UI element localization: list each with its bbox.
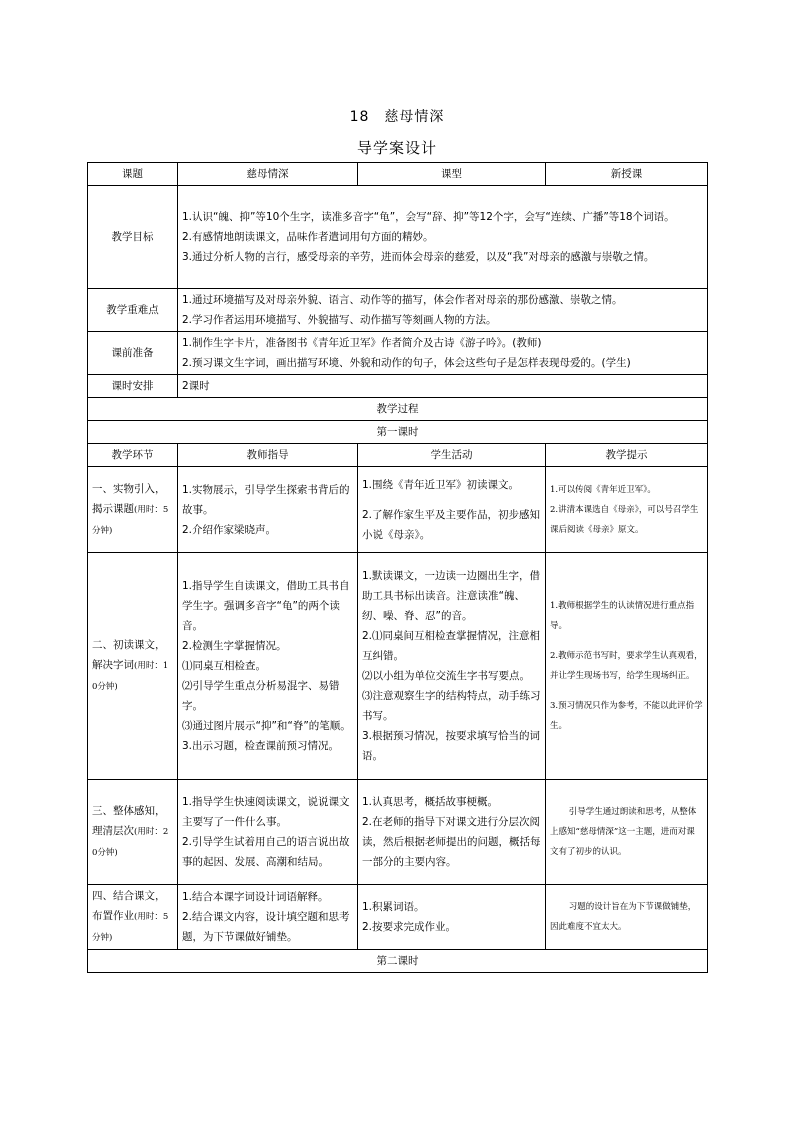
list-item: ⑶通过图片展示“抑”和“脊”的笔顺。 — [182, 720, 351, 732]
prep-content — [178, 332, 708, 375]
stage-name — [88, 467, 178, 553]
table-row — [88, 163, 708, 186]
list-item: 3.根据预习情况，按要求填写恰当的词语。 — [362, 730, 541, 762]
list-item: 1.认真思考，概括故事梗概。 — [362, 796, 499, 808]
stage-time: (用时：10分钟) — [92, 661, 169, 692]
goal-item: 1.认识“魄、抑”等10个生字，读准多音字“龟”，会写“辞、抑”等12个字，会写“连续、广播”等18个词语。 — [182, 211, 675, 223]
process-title: 教学过程 — [88, 398, 708, 421]
list-item: 2.按要求完成作业。 — [362, 921, 457, 933]
prep-item: 2.预习课文生字词，画出描写环境、外貌和动作的句子，体会这些句子是怎样表现母爱的。(学生) — [182, 357, 631, 369]
table-row — [88, 421, 708, 444]
list-item: ⑵以小组为单位交流生字书写要点。 — [362, 670, 530, 682]
type-value: 新授课 — [546, 163, 708, 186]
list-item: 1.结合本课字词设计词语解释。 — [182, 891, 329, 903]
teacher-guidance — [178, 553, 358, 780]
stage-title: 三、整体感知，理清层次 — [92, 805, 166, 837]
table-row — [88, 398, 708, 421]
lesson-plan-table — [87, 162, 708, 973]
list-item: 2.⑴同桌间互相检查掌握情况，注意相互纠错。 — [362, 630, 541, 662]
table-row — [88, 885, 708, 950]
table-row — [88, 289, 708, 332]
teacher-guidance — [178, 467, 358, 553]
column-header: 学生活动 — [358, 444, 546, 467]
goals-label: 教学目标 — [88, 186, 178, 289]
table-row — [88, 950, 708, 973]
page-subtitle: 导学案设计 — [356, 139, 437, 157]
type-label: 课型 — [358, 163, 546, 186]
student-activity — [358, 467, 546, 553]
stage-title: 二、初读课文，解决字词 — [92, 639, 166, 671]
table-row — [88, 467, 708, 553]
stage-time: (用时：5分钟) — [92, 912, 169, 943]
list-item: 1.默读课文，一边读一边圈出生字，借助工具书标出读音。注意读准“魄、纫、噪、脊、忍”的音。 — [362, 570, 541, 622]
list-item: 2.在老师的指导下对课文进行分层次阅读，然后根据老师提出的问题，概括每一部分的主要内容。 — [362, 816, 541, 868]
key-points-content — [178, 289, 708, 332]
stage-title: 一、实物引入，揭示课题 — [92, 482, 166, 515]
goal-item: 3.通过分析人物的言行，感受母亲的辛劳，进而体会母亲的慈爱，以及“我”对母亲的感激与崇敬之情。 — [182, 251, 655, 263]
goal-item: 2.有感情地朗读课文，品味作者遣词用句方面的精妙。 — [182, 231, 434, 243]
list-item: 3.出示习题，检查课前预习情况。 — [182, 740, 340, 752]
list-item: 2.了解作家生平及主要作品，初步感知小说《母亲》。 — [362, 508, 541, 541]
prep-item: 1.制作生字卡片，准备图书《青年近卫军》作者简介及古诗《游子吟》。(教师) — [182, 337, 542, 349]
page-title: 18 慈母情深 — [349, 109, 445, 125]
goals-content — [178, 186, 708, 289]
student-activity — [358, 553, 546, 780]
stage-name — [88, 553, 178, 780]
table-row — [88, 444, 708, 467]
list-item: 2.讲清本课选自《母亲》，可以号召学生课后阅读《母亲》原文。 — [550, 504, 699, 535]
column-header: 教师指导 — [178, 444, 358, 467]
stage-time: (用时：5分钟) — [92, 504, 169, 536]
student-activity — [358, 780, 546, 885]
stage-name — [88, 885, 178, 950]
list-item: 2.结合课文内容，设计填空题和思考题，为下节课做好铺垫。 — [182, 911, 350, 943]
table-row — [88, 332, 708, 375]
key-points-label: 教学重难点 — [88, 289, 178, 332]
list-item: 3.预习情况只作为参考，不能以此评价学生。 — [550, 701, 703, 731]
key-point-item: 2.学习作者运用环境描写、外貌描写、动作描写等刻画人物的方法。 — [182, 314, 497, 326]
schedule-value: 2课时 — [178, 375, 708, 398]
teacher-guidance — [178, 885, 358, 950]
list-item: 习题的设计旨在为下节课做铺垫，因此难度不宜太大。 — [550, 902, 697, 932]
list-item: 1.指导学生快速阅读课文，说说课文主要写了一件什么事。 — [182, 796, 350, 828]
student-activity — [358, 885, 546, 950]
lesson2-title: 第二课时 — [88, 950, 708, 973]
stage-time: (用时：20分钟) — [92, 827, 169, 858]
list-item: 2.检测生字掌握情况。 — [182, 640, 287, 652]
list-item: 1.实物展示，引导学生探索书背后的故事。 — [182, 483, 350, 516]
column-header: 教学环节 — [88, 444, 178, 467]
list-item: 引导学生通过朗读和思考，从整体上感知“慈母情深”这一主题，进而对课文有了初步的认识。 — [550, 807, 697, 857]
prep-label: 课前准备 — [88, 332, 178, 375]
teaching-tips — [546, 553, 708, 780]
teaching-tips — [546, 780, 708, 885]
list-item: 1.教师根据学生的认读情况进行重点指导。 — [550, 601, 695, 631]
list-item: 2.介绍作家梁晓声。 — [182, 523, 277, 536]
list-item: ⑶注意观察生字的结构特点，动手练习书写。 — [362, 690, 541, 722]
list-item: ⑵引导学生重点分析易混字、易错字。 — [182, 680, 340, 712]
column-header: 教学提示 — [546, 444, 708, 467]
table-row — [88, 780, 708, 885]
list-item: 1.积累词语。 — [362, 901, 425, 913]
topic-value: 慈母情深 — [178, 163, 358, 186]
list-item: ⑴同桌互相检查。 — [182, 660, 266, 672]
list-item: 1.围绕《青年近卫军》初读课文。 — [362, 478, 520, 491]
teacher-guidance — [178, 780, 358, 885]
table-row — [88, 553, 708, 780]
teaching-tips — [546, 885, 708, 950]
table-row — [88, 375, 708, 398]
list-item: 2.引导学生试着用自己的语言说出故事的起因、发展、高潮和结局。 — [182, 836, 350, 868]
stage-title: 四、结合课文，布置作业 — [92, 890, 166, 922]
table-row — [88, 186, 708, 289]
lesson1-title: 第一课时 — [88, 421, 708, 444]
key-point-item: 1.通过环境描写及对母亲外貌、语言、动作等的描写，体会作者对母亲的那份感激、崇敬之情。 — [182, 294, 623, 306]
teaching-tips — [546, 467, 708, 553]
schedule-label: 课时安排 — [88, 375, 178, 398]
list-item: 1.可以传阅《青年近卫军》。 — [550, 484, 656, 495]
stage-name — [88, 780, 178, 885]
topic-label: 课题 — [88, 163, 178, 186]
list-item: 2.教师示范书写时，要求学生认真观看，并让学生现场书写，给学生现场纠正。 — [550, 651, 703, 681]
list-item: 1.指导学生自读课文，借助工具书自学生字。强调多音字“龟”的两个读音。 — [182, 580, 350, 632]
